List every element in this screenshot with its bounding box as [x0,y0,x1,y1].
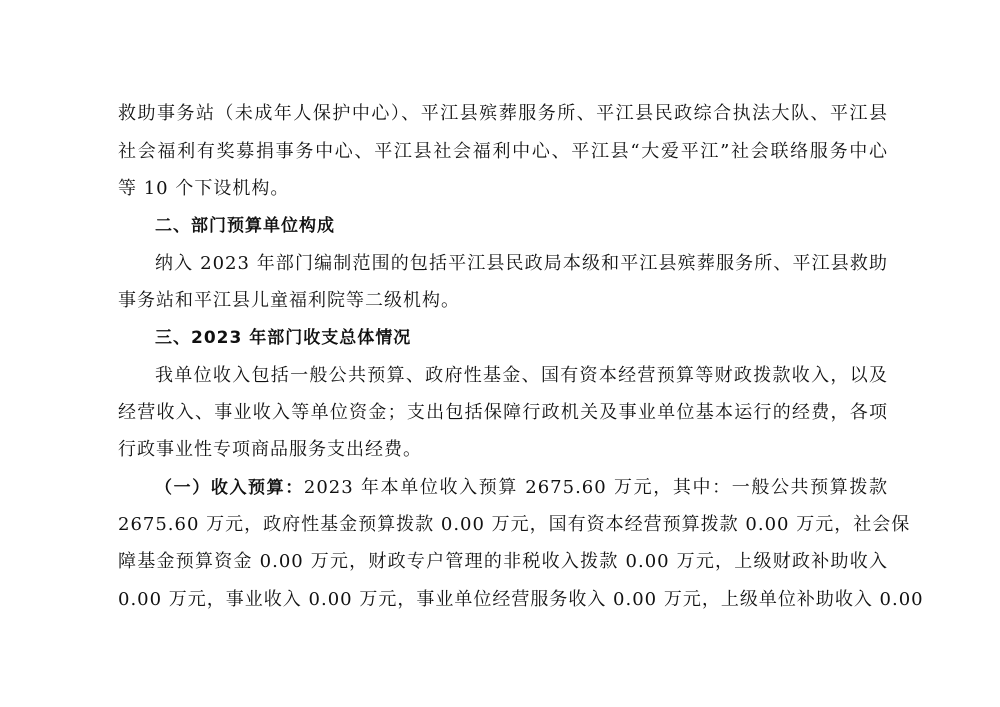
paragraph-line: 经营收入、事业收入等单位资金；支出包括保障行政机关及事业单位基本运行的经费，各项 [118,402,888,423]
income-budget-text: 2023 年本单位收入预算 2675.60 万元，其中：一般公共预算拨款 [303,477,889,498]
paragraph-line: 障基金预算资金 0.00 万元，财政专户管理的非税收入拨款 0.00 万元，上级财政补助收入 [118,551,888,572]
income-budget-first-line [155,476,888,500]
paragraph-line: 等 10 个下设机构。 [118,178,290,199]
paragraph-line: 2675.60 万元，政府性基金预算拨款 0.00 万元，国有资本经营预算拨款 0.00 万元，社会保 [118,514,911,535]
income-budget-heading: （一）收入预算： [155,478,304,498]
section-heading-budget-units: 二、部门预算单位构成 [155,216,335,236]
paragraph-line: 我单位收入包括一般公共预算、政府性基金、国有资本经营预算等财政拨款收入，以及 [155,365,888,386]
paragraph-line: 0.00 万元，事业收入 0.00 万元，事业单位经营服务收入 0.00 万元，上级单位补助收入 0.00 [118,589,924,610]
paragraph-line: 事务站和平江县儿童福利院等二级机构。 [118,290,460,311]
paragraph-line: 纳入 2023 年部门编制范围的包括平江县民政局本级和平江县殡葬服务所、平江县救助 [155,253,888,274]
paragraph-line: 行政事业性专项商品服务支出经费。 [118,439,422,460]
paragraph-line: 救助事务站（未成年人保护中心）、平江县殡葬服务所、平江县民政综合执法大队、平江县 [118,103,888,124]
section-heading-income-expenditure: 三、2023 年部门收支总体情况 [155,328,412,348]
paragraph-line: 社会福利有奖募捐事务中心、平江县社会福利中心、平江县“大爱平江”社会联络服务中心 [118,141,888,162]
